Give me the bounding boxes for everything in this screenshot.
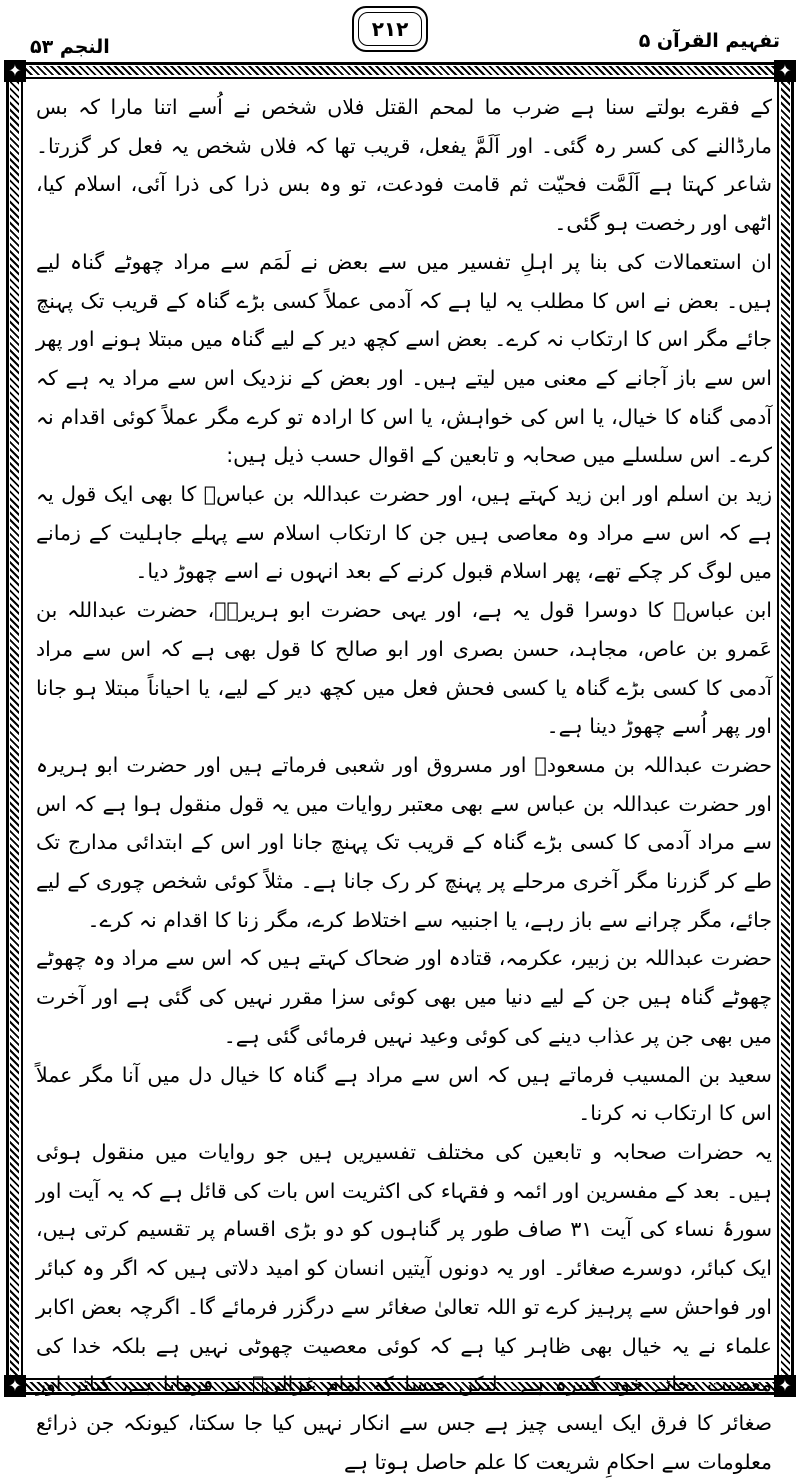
paragraph: کے فقرے بولتے سنا ہے ضرب ما لمحم القتل فلاں شخص نے اُسے اتنا مارا کہ بس مارڈالنے کی کسر رہ گئی۔ اور اَلَمَّ یفعل، قریب تھا کہ فلاں شخص یہ فعل کر گزرتا۔ شاعر کہتا ہے اَلَمَّت فحیّت ثم قامت فودعت، تو وہ بس ذرا کی ذرا آئی، اسلام کیا، اٹھی اور رخصت ہو گئی۔: [36, 95, 772, 236]
book-title-header: تفہیم القرآن ۵: [638, 30, 780, 52]
page-frame: [6, 61, 794, 1474]
page-number: ۲۱۲: [371, 17, 409, 41]
corner-ornament-icon: ✦: [774, 1375, 796, 1397]
page-number-badge: [352, 6, 428, 52]
paragraph: حضرت عبداللہ بن زبیر، عکرمہ، قتادہ اور ضحاک کہتے ہیں کہ اس سے مراد وہ چھوٹے چھوٹے گناہ ہیں جن کے لیے دنیا میں بھی کوئی سزا مقرر نہیں کی گئی ہے اور آخرت میں بھی جن پر عذاب دینے کی کوئی وعید نہیں فرمائی گئی ہے۔: [36, 946, 772, 1048]
corner-ornament-icon: ✦: [4, 1375, 26, 1397]
corner-ornament-icon: ✦: [4, 60, 26, 82]
paragraph: سعید بن المسیب فرماتے ہیں کہ اس سے مراد ہے گناہ کا خیال دل میں آنا مگر عملاً اس کا ارتکاب نہ کرنا۔: [36, 1062, 772, 1126]
paragraph: ان استعمالات کی بنا پر اہلِ تفسیر میں سے بعض نے لَمَم سے مراد چھوٹے گناہ لیے ہیں۔ بعض نے اس کا مطلب یہ لیا ہے کہ آدمی عملاً کسی بڑے گناہ کے قریب تک پہنچ جائے مگر اس کا ارتکاب نہ کرے۔ بعض اسے کچھ دیر کے لیے گناہ میں مبتلا ہونے اور پھر اس سے باز آجانے کے معنی میں لیتے ہیں۔ اور بعض کے نزدیک اس سے مراد یہ ہے کہ آدمی گناہ کا خیال، یا اس کی خواہش، یا اس کا ارادہ تو کرے مگر عملاً کوئی اقدام نہ کرے۔ اس سلسلے میں صحابہ و تابعین کے اقوال حسب ذیل ہیں:: [36, 249, 772, 468]
page-header: [0, 0, 800, 60]
surah-header: النجم ۵۳: [30, 36, 110, 58]
paragraph: یہ حضرات صحابہ و تابعین کی مختلف تفسیریں ہیں جو روایات میں منقول ہوئی ہیں۔ بعد کے مفسرین اور ائمہ و فقہاء کی اکثریت اس بات کی قائل ہے کہ یہ آیت اور سورۂ نساء کی آیت ۳۱ صاف طور پر گناہوں کو دو بڑی اقسام پر تقسیم کرتی ہیں، ایک کبائر، دوسرے صغائر۔ اور یہ دونوں آیتیں انسان کو امید دلاتی ہیں کہ اگر وہ کبائر اور فواحش سے پرہیز کرے تو اللہ تعالیٰ صغائر سے درگزر فرمائے گا۔ اگرچہ بعض اکابر علماء نے یہ خیال بھی ظاہر کیا ہے کہ کوئی معصیت چھوٹی نہیں ہے بلکہ خدا کی معصیت بجائے خود کبیرہ ہے۔ لیکن جیسا کہ امام غزالیؒ نے فرمایا ہے، کبائر اور صغائر کا فرق ایک ایسی چیز ہے جس سے انکار نہیں کیا جا سکتا، کیونکہ جن ذرائع معلومات سے احکامِ شریعت کا علم حاصل ہوتا ہے: [36, 1139, 772, 1474]
paragraph: ابن عباسؓ کا دوسرا قول یہ ہے، اور یہی حضرت ابو ہریرہؓ، حضرت عبداللہ بن عَمرو بن عاص، مجاہد، حسن بصری اور ابو صالح کا قول بھی ہے کہ اس سے مراد آدمی کا کسی بڑے گناہ یا کسی فحش فعل میں کچھ دیر کے لیے، یا احیاناً مبتلا ہو جانا اور پھر اُسے چھوڑ دینا ہے۔: [36, 598, 772, 739]
paragraph: زید بن اسلم اور ابن زید کہتے ہیں، اور حضرت عبداللہ بن عباسؓ کا بھی ایک قول یہ ہے کہ اس سے مراد وہ معاصی ہیں جن کا ارتکاب اسلام سے پہلے جاہلیت کے زمانے میں لوگ کر چکے تھے، پھر اسلام قبول کرنے کے بعد انہوں نے اسے چھوڑ دیا۔: [36, 482, 772, 584]
paragraph: حضرت عبداللہ بن مسعودؓ اور مسروق اور شعبی فرماتے ہیں اور حضرت ابو ہریرہ اور حضرت عبداللہ بن عباس سے بھی معتبر روایات میں یہ قول منقول ہوا ہے کہ اس سے مراد آدمی کا کسی بڑے گناہ کے قریب تک پہنچ جانا اور اس کے ابتدائی مدارج تک طے کر گزرنا مگر آخری مرحلے پر پہنچ کر رک جانا ہے۔ مثلاً کوئی شخص چوری کے لیے جائے، مگر چرانے سے باز رہے، یا اجنبیہ سے اختلاط کرے، مگر زنا کا اقدام نہ کرے۔: [36, 752, 772, 932]
commentary-text: [36, 88, 772, 1474]
corner-ornament-icon: ✦: [774, 60, 796, 82]
